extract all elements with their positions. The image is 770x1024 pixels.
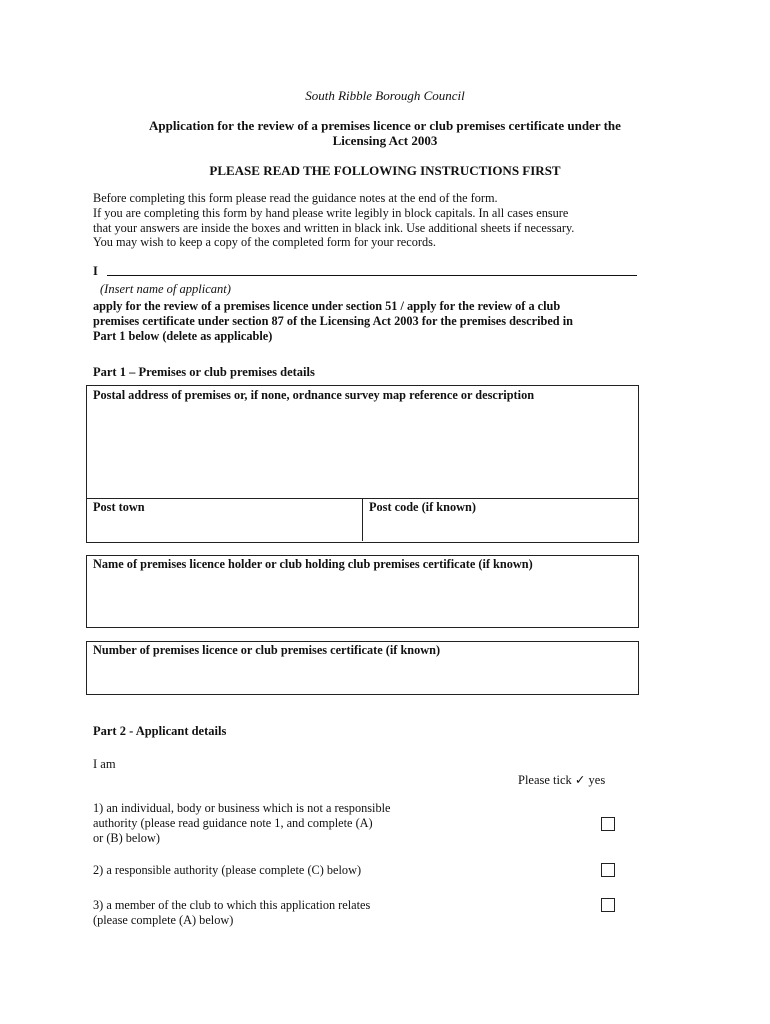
form-title-line-1: Application for the review of a premises licence or club premises certificate under the [149,118,621,133]
postal-address-label: Postal address of premises or, if none, ordnance survey map reference or description [93,388,535,402]
form-title [0,118,770,148]
option-responsible-authority [93,863,361,878]
applicant-name-field[interactable] [107,275,637,276]
option-text-line: 3) a member of the club to which this application relates [93,898,371,912]
apply-statement-line: apply for the review of a premises licence under section 51 / apply for the review of a club [93,299,561,313]
tick-column-header: Please tick ✓ yes [518,773,606,787]
i-am-label: I am [93,757,116,771]
option-text-line: (please complete (A) below) [93,912,234,927]
post-code-label: Post code (if known) [369,500,476,514]
instruction-line: You may wish to keep a copy of the completed form for your records. [93,235,436,250]
council-name: South Ribble Borough Council [305,88,465,103]
option-club-member [93,898,370,928]
option-individual [93,801,390,845]
instruction-line: Before completing this form please read the guidance notes at the end of the form. [93,191,498,205]
instructions-heading: PLEASE READ THE FOLLOWING INSTRUCTIONS FIRST [209,163,561,178]
form-title-line-2: Licensing Act 2003 [332,133,438,148]
instructions-paragraph [93,191,653,250]
licence-number-label: Number of premises licence or club premises certificate (if known) [93,643,441,657]
apply-statement-line: premises certificate under section 87 of the Licensing Act 2003 for the premises described in [93,314,573,328]
part2-heading: Part 2 - Applicant details [93,724,227,738]
licence-holder-label: Name of premises licence holder or club holding club premises certificate (if known) [93,557,533,571]
option-text-line: 1) an individual, body or business which is not a responsible [93,801,391,815]
town-code-divider [362,498,363,541]
option-text-line: 2) a responsible authority (please complete (C) below) [93,863,362,877]
option-text-line: authority (please read guidance note 1, and complete (A) [93,815,373,830]
instruction-line: If you are completing this form by hand please write legibly in block capitals. In all cases ensure [93,205,569,220]
post-town-label: Post town [93,500,145,514]
applicant-name-hint: (Insert name of applicant) [100,282,231,296]
applicant-i-label: I [93,264,98,278]
part1-heading: Part 1 – Premises or club premises details [93,365,315,379]
club-member-checkbox[interactable] [601,898,615,912]
apply-statement-line: Part 1 below (delete as applicable) [93,329,273,343]
individual-checkbox[interactable] [601,817,615,831]
apply-statement [93,299,653,344]
responsible-authority-checkbox[interactable] [601,863,615,877]
instruction-line: that your answers are inside the boxes and written in black ink. Use additional sheets if necessary. [93,220,575,235]
option-text-line: or (B) below) [93,830,160,845]
